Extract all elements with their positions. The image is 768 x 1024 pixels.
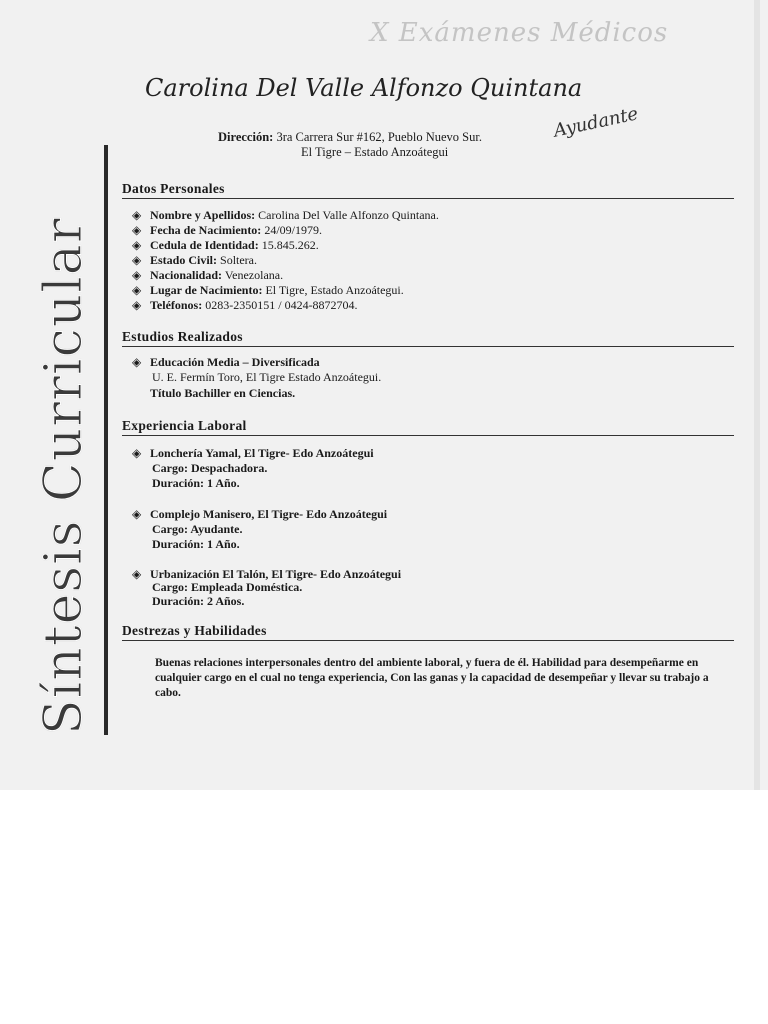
personal-row: ◈ Teléfonos: 0283-2350151 / 0424-8872704.	[132, 298, 358, 312]
job-cargo: Cargo: Ayudante.	[152, 522, 243, 536]
section-heading-studies: Estudios Realizados	[122, 329, 734, 347]
personal-row: ◈ Nacionalidad: Venezolana.	[132, 268, 284, 282]
diamond-bullet-icon: ◈	[132, 208, 142, 222]
diamond-bullet-icon: ◈	[132, 567, 142, 581]
skills-paragraph: Buenas relaciones interpersonales dentro del ambiente laboral, y fuera de él. Habilidad para desempeñarme en cualquier cargo en el cual no tenga experiencia, Con las ganas y la capacidad de desempeñar y llevar su trabajo a cabo.	[155, 657, 709, 699]
candidate-name: Carolina Del Valle Alfonzo Quintana	[145, 74, 583, 102]
diamond-bullet-icon: ◈	[132, 446, 142, 460]
diamond-bullet-icon: ◈	[132, 298, 142, 312]
section-heading-personal: Datos Personales	[122, 181, 734, 199]
diamond-bullet-icon: ◈	[132, 238, 142, 252]
address-line1: 3ra Carrera Sur #162, Pueblo Nuevo Sur.	[276, 130, 482, 144]
diamond-bullet-icon: ◈	[132, 268, 142, 282]
personal-row: ◈ Nombre y Apellidos: Carolina Del Valle Alfonzo Quintana.	[132, 208, 439, 222]
side-title: Síntesis Curricular	[34, 217, 94, 735]
address-line2: El Tigre – Estado Anzoátegui	[301, 145, 449, 159]
diamond-bullet-icon: ◈	[132, 223, 142, 237]
diamond-bullet-icon: ◈	[132, 507, 142, 521]
studies-level: ◈ Educación Media – Diversificada	[132, 355, 320, 369]
job-cargo: Cargo: Empleada Doméstica.	[152, 580, 303, 594]
personal-row: ◈ Fecha de Nacimiento: 24/09/1979.	[132, 223, 322, 237]
job-duracion: Duración: 1 Año.	[152, 537, 240, 551]
address-label: Dirección:	[218, 130, 274, 144]
job-place: ◈ Complejo Manisero, El Tigre- Edo Anzoátegui	[132, 507, 388, 521]
job-duracion: Duración: 2 Años.	[152, 594, 245, 608]
job-duracion: Duración: 1 Año.	[152, 476, 240, 490]
handwritten-note: Ayudante	[551, 103, 641, 142]
personal-row: ◈ Cedula de Identidad: 15.845.262.	[132, 238, 319, 252]
personal-row: ◈ Lugar de Nacimiento: El Tigre, Estado Anzoátegui.	[132, 283, 404, 297]
section-heading-skills: Destrezas y Habilidades	[122, 623, 734, 641]
job-place: ◈ Lonchería Yamal, El Tigre- Edo Anzoátegui	[132, 446, 374, 460]
studies-school: U. E. Fermín Toro, El Tigre Estado Anzoátegui.	[152, 370, 382, 384]
diamond-bullet-icon: ◈	[132, 355, 142, 369]
page-edge-shadow	[754, 0, 760, 790]
side-rule	[104, 145, 108, 735]
job-cargo: Cargo: Despachadora.	[152, 461, 268, 475]
diamond-bullet-icon: ◈	[132, 253, 142, 267]
job-place: ◈ Urbanización El Talón, El Tigre- Edo Anzoátegui	[132, 567, 402, 581]
faded-top-note: X Exámenes Médicos	[370, 18, 669, 48]
address-block	[218, 130, 482, 160]
personal-row: ◈ Estado Civil: Soltera.	[132, 253, 258, 267]
section-heading-experience: Experiencia Laboral	[122, 418, 734, 436]
studies-title: Título Bachiller en Ciencias.	[150, 386, 296, 400]
diamond-bullet-icon: ◈	[132, 283, 142, 297]
